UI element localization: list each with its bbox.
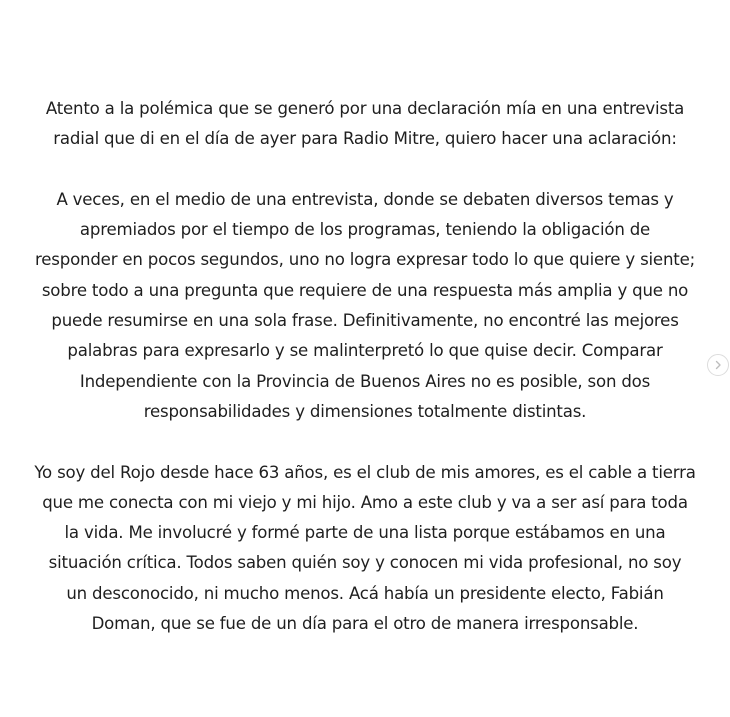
text-line: radial que di en el día de ayer para Radio Mitre, quiero hacer una aclaración: — [53, 129, 677, 149]
text-line: Yo soy del Rojo desde hace 63 años, es el club de mis amores, es el cable a tierra — [34, 462, 696, 482]
text-line: palabras para expresarlo y se malinterpretó lo que quise decir. Comparar — [67, 341, 663, 361]
text-line: A veces, en el medio de una entrevista, donde se debaten diversos temas y — [56, 189, 674, 209]
paragraph-clarification — [20, 185, 710, 427]
paragraph-intro — [20, 94, 710, 155]
text-line: puede resumirse en una sola frase. Definitivamente, no encontré las mejores — [51, 311, 679, 331]
carousel-next-button[interactable] — [707, 354, 729, 376]
text-line: la vida. Me involucré y formé parte de una lista porque estábamos en una — [64, 523, 666, 543]
text-line: Atento a la polémica que se generó por una declaración mía en una entrevista — [45, 99, 685, 118]
text-line: Independiente con la Provincia de Buenos Aires no es posible, son dos — [79, 371, 651, 391]
paragraph-club — [20, 458, 710, 640]
text-line: que me conecta con mi viejo y mi hijo. Amo a este club y va a ser así para toda — [42, 492, 688, 512]
text-line: responder en pocos segundos, uno no logra expresar todo lo que quiere y siente; — [35, 250, 695, 270]
statement-text — [20, 94, 710, 670]
text-line: situación crítica. Todos saben quién soy y conocen mi vida profesional, no soy — [48, 553, 682, 573]
text-line: responsabilidades y dimensiones totalmente distintas. — [143, 401, 587, 421]
text-line: sobre todo a una pregunta que requiere de una respuesta más amplia y que no — [41, 280, 689, 300]
text-line: un desconocido, ni mucho menos. Acá había un presidente electo, Fabián — [66, 583, 664, 603]
chevron-right-icon — [713, 360, 723, 370]
text-line: Doman, que se fue de un día para el otro de manera irresponsable. — [91, 614, 639, 634]
text-line: apremiados por el tiempo de los programas, teniendo la obligación de — [79, 220, 651, 240]
